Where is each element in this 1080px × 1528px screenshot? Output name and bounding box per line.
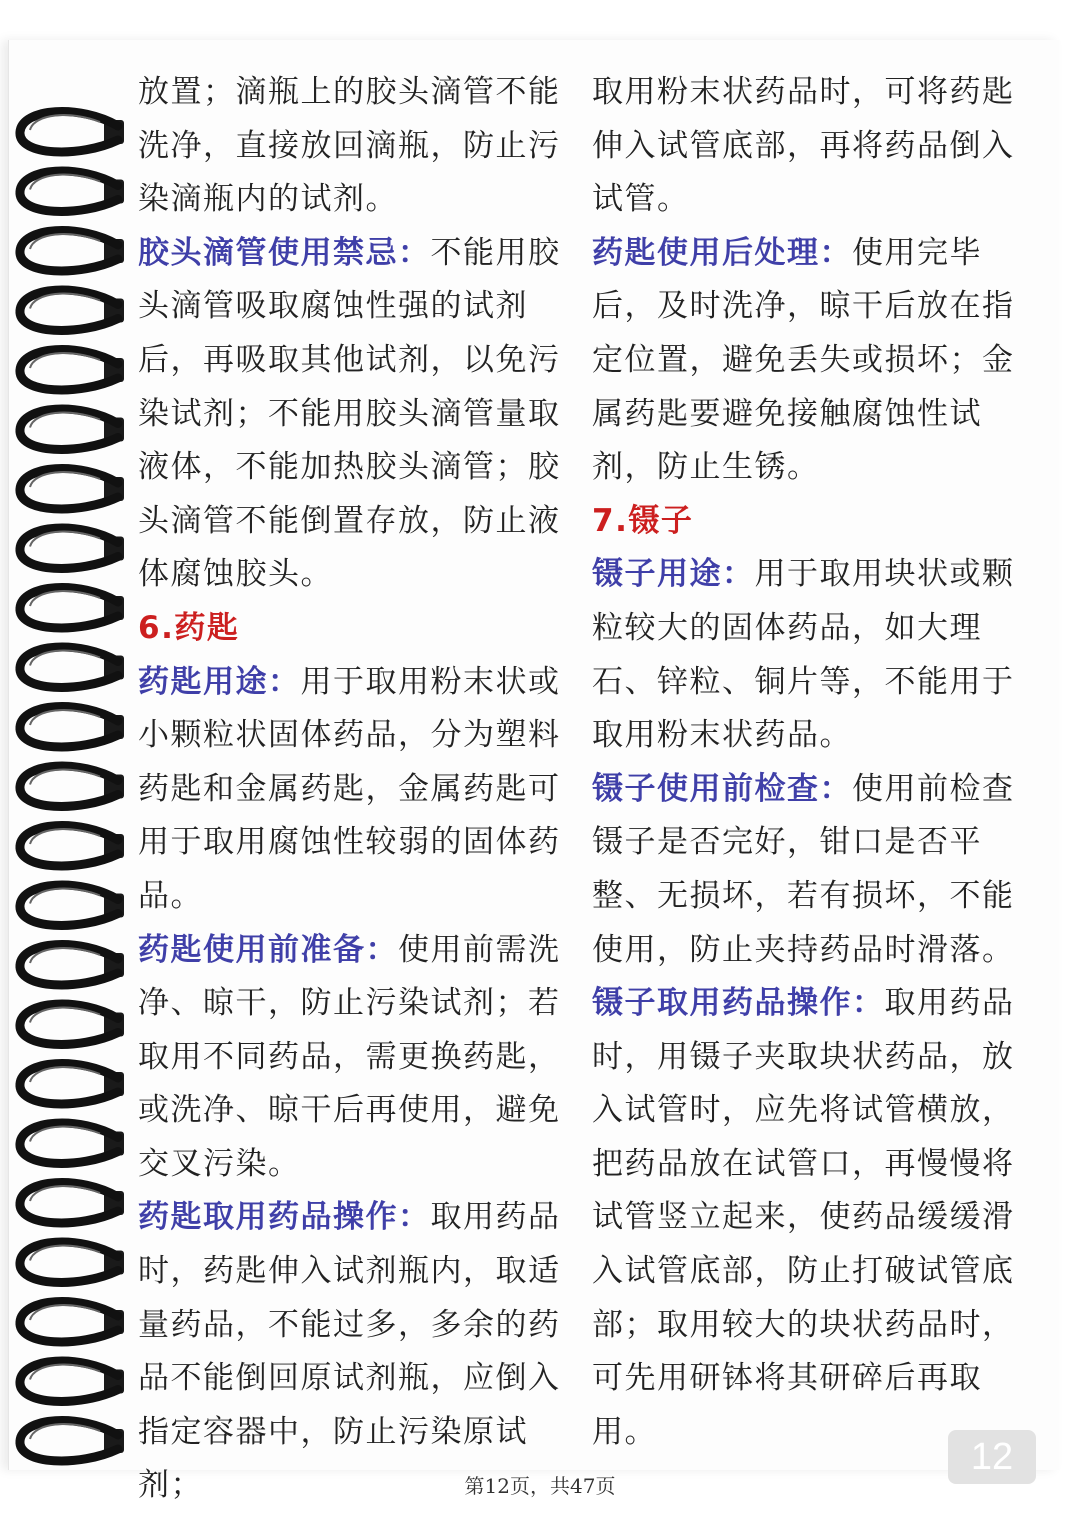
entry-term: 药匙使用前准备：: [138, 931, 398, 968]
binding-ring: [20, 290, 124, 330]
binding-ring: [20, 647, 124, 687]
entry-paragraph: [138, 924, 566, 1192]
entry-text: 使用完毕后，及时洗净，晾干后放在指定位置，避免丢失或损坏；金属药匙要避免接触腐蚀性试剂，防止生锈。: [592, 234, 1015, 486]
entry-term: 镊子取用药品操作：: [592, 985, 885, 1022]
entry-term: 药匙用途：: [138, 663, 301, 700]
binding-ring: [20, 826, 124, 866]
entry-term: 镊子用途：: [592, 556, 755, 593]
entry-text: 用于取用粉末状或小颗粒状固体药品，分为塑料药匙和金属药匙，金属药匙可用于取用腐蚀性较弱的固体药品。: [138, 663, 561, 914]
entry-text: 取用药品时，用镊子夹取块状药品，放入试管时，应先将试管横放，把药品放在试管口，再慢慢将试管竖立起来，使药品缓缓滑入试管底部，防止打破试管底部；取用较大的块状药品时，可先用研钵将其研碎后再取用。: [592, 985, 1015, 1450]
binding-ring: [20, 1183, 124, 1223]
binding-ring: [20, 885, 124, 925]
binding-ring: [20, 1064, 124, 1104]
text-paragraph: 放置；滴瓶上的胶头滴管不能洗净，直接放回滴瓶，防止污染滴瓶内的试剂。: [138, 74, 561, 218]
text-paragraph: 取用粉末状药品时，可将药匙伸入试管底部，再将药品倒入试管。: [592, 74, 1015, 218]
binding-ring: [20, 231, 124, 271]
entry-paragraph: [138, 227, 566, 602]
entry-text: 使用前检查镊子是否完好，钳口是否平整、无损坏，若有损坏，不能使用，防止夹持药品时滑落。: [592, 770, 1015, 968]
page-footer: 第12页，共47页: [464, 1474, 616, 1498]
binding-ring: [20, 350, 124, 390]
binding-ring: [20, 707, 124, 747]
entry-paragraph: [138, 1191, 566, 1513]
entry-term: 胶头滴管使用禁忌：: [138, 234, 431, 271]
entry-term: 药匙取用药品操作：: [138, 1199, 431, 1236]
binding-ring: [20, 112, 124, 152]
binding-ring: [20, 1004, 124, 1044]
binding-ring: [20, 1123, 124, 1163]
section-heading: 6.药匙: [138, 609, 240, 646]
entry-term: 镊子使用前检查：: [592, 770, 852, 807]
binding-ring: [20, 528, 124, 568]
entry-paragraph: [138, 656, 566, 924]
spiral-binding: [0, 0, 140, 1528]
binding-ring: [20, 171, 124, 211]
section-heading: 7.镊子: [592, 502, 694, 539]
entry-text: 不能用胶头滴管吸取腐蚀性强的试剂后，再吸取其他试剂，以免污染试剂；不能用胶头滴管量取液体，不能加热胶头滴管；胶头滴管不能倒置存放，防止液体腐蚀胶头。: [138, 234, 561, 593]
entry-text: 取用药品时，药匙伸入试剂瓶内，取适量药品，不能过多，多余的药品不能倒回原试剂瓶，应倒入指定容器中，防止污染原试剂；: [138, 1199, 561, 1504]
binding-ring: [20, 766, 124, 806]
binding-ring: [20, 409, 124, 449]
entry-term: 药匙使用后处理：: [592, 234, 852, 271]
left-column: [138, 66, 566, 1513]
binding-ring: [20, 1361, 124, 1401]
entry-paragraph: [592, 227, 1032, 495]
binding-ring: [20, 1421, 124, 1461]
binding-ring: [20, 1242, 124, 1282]
entry-text: 使用前需洗净、晾干，防止污染试剂；若取用不同药品，需更换药匙，或洗净、晾干后再使用，避免交叉污染。: [138, 931, 561, 1182]
binding-ring: [20, 588, 124, 628]
binding-ring: [20, 945, 124, 985]
entry-paragraph: [592, 763, 1032, 977]
entry-paragraph: [592, 977, 1032, 1459]
entry-text: 用于取用块状或颗粒较大的固体药品，如大理石、锌粒、铜片等，不能用于取用粉末状药品。: [592, 556, 1015, 754]
binding-ring: [20, 1302, 124, 1342]
right-column: [592, 66, 1032, 1459]
entry-paragraph: [592, 548, 1032, 762]
page-number-badge: 12: [948, 1430, 1036, 1484]
binding-ring: [20, 469, 124, 509]
